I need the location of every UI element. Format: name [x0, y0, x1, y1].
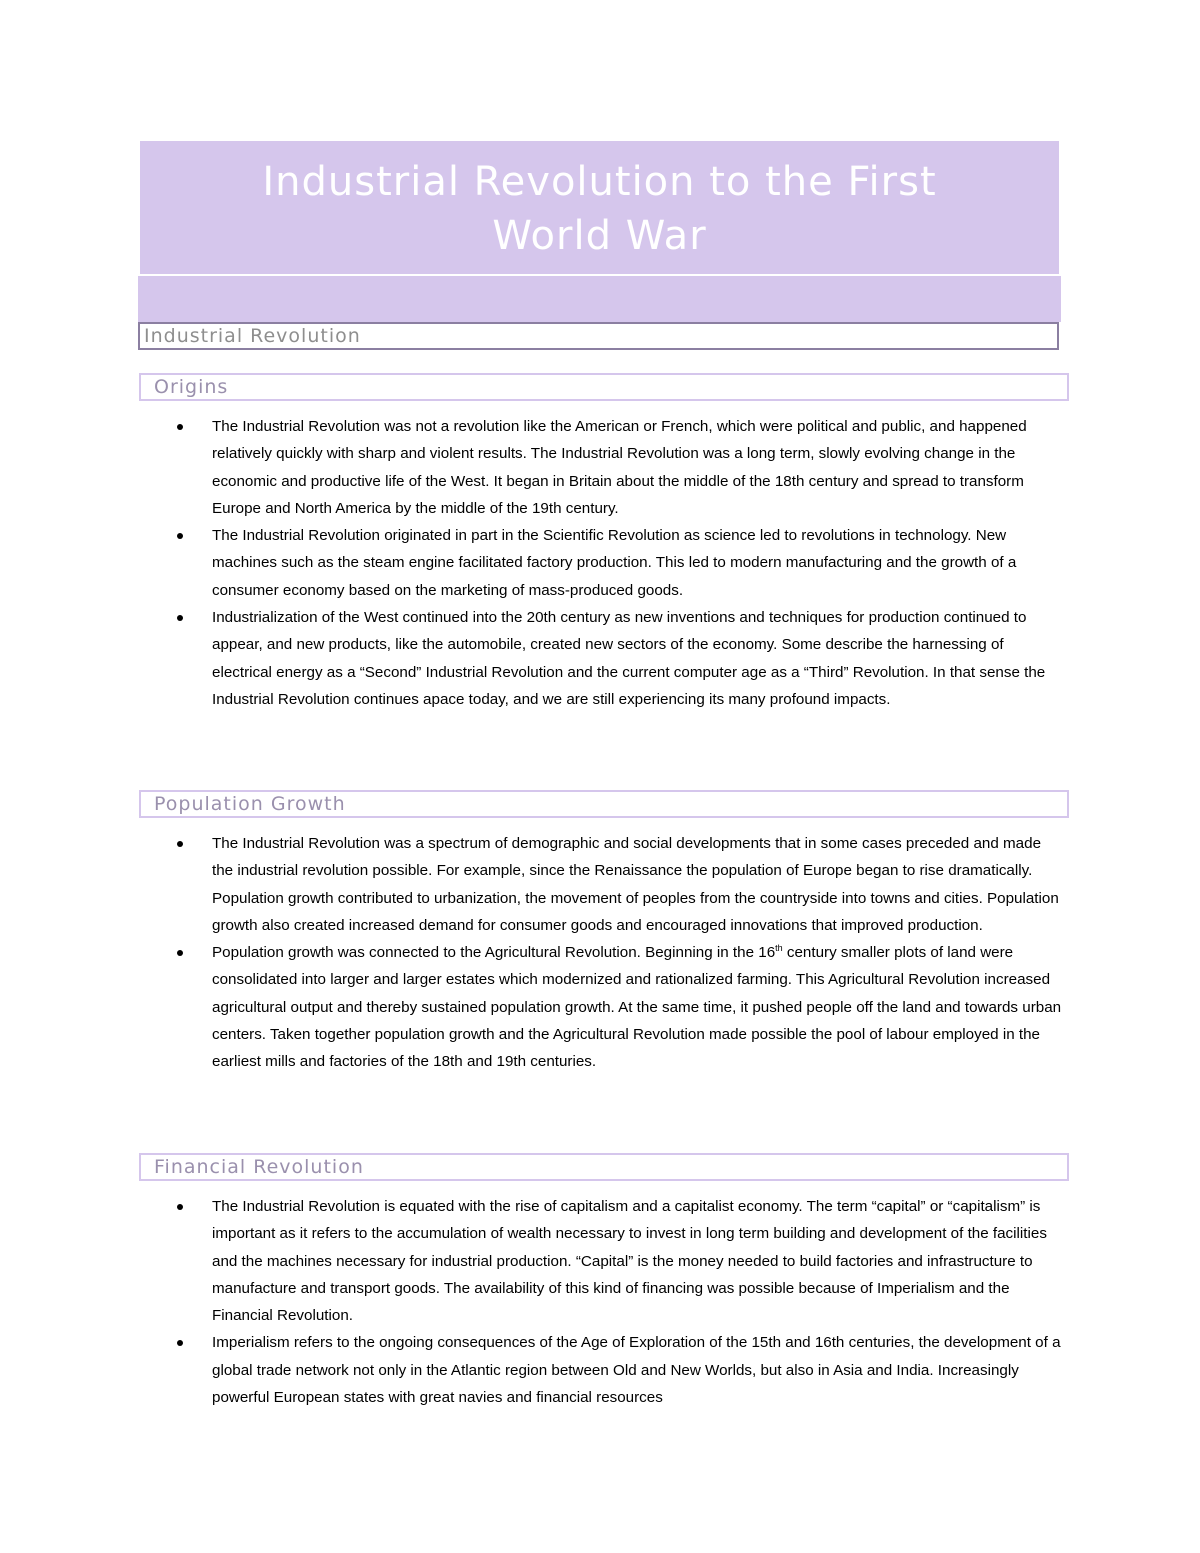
list-item [212, 522, 1062, 604]
superscript-th: th [775, 943, 783, 954]
title-band [138, 276, 1061, 322]
document-title [140, 155, 1059, 263]
document-title-block [140, 141, 1059, 274]
list-item-text: Imperialism refers to the ongoing consequences of the Age of Exploration of the 15th and 16th centuries, the development of a global trade network not only in the Atlantic region between Old and New Worlds, but also in Asia and India. Increasingly powerful European states with great navies and financial resources [212, 1334, 1061, 1407]
list-item-text-part-2: century smaller plots of land were consolidated into larger and larger estates which modernized and rationalized farming. This Agricultural Revolution increased agricultural output and thereby sustained population growth. At the same time, it pushed people off the land and towards urban centers. Taken together population growth and the Agricultural Revolution made possible the pool of labour employed in the earliest mills and factories of the 18th and 19th centuries. [212, 944, 1062, 1071]
list-item [212, 1193, 1062, 1329]
bullet-icon [177, 533, 183, 539]
list-item [212, 830, 1062, 939]
origins-bullet-list [212, 413, 1062, 713]
list-item-text: The Industrial Revolution originated in part in the Scientific Revolution as science led to revolutions in technology. New machines such as the steam engine facilitated factory production. This led to modern manufacturing and the growth of a consumer economy based on the marketing of mass-produced goods. [212, 527, 1017, 599]
list-item-text: The Industrial Revolution is equated with the rise of capitalism and a capitalist economy. The term “capital” or “capitalism” is important as it refers to the accumulation of wealth necessary to invest in long term building and development of the facilities and the machines necessary for industrial production. “Capital” is the money needed to build factories and infrastructure to manufacture and transport goods. The availability of this kind of financing was possible because of Imperialism and the Financial Revolution. [212, 1198, 1047, 1325]
heading-population-growth [139, 790, 1069, 818]
list-item [212, 939, 1062, 1075]
heading-industrial-revolution [138, 322, 1059, 350]
heading-financial-revolution-text: Financial Revolution [154, 1156, 364, 1178]
bullet-icon [177, 615, 183, 621]
heading-origins [139, 373, 1069, 401]
document-title-line-2: World War [492, 213, 707, 259]
population-bullet-list [212, 830, 1062, 1076]
bullet-icon [177, 1340, 183, 1346]
bullet-icon [177, 950, 183, 956]
heading-origins-text: Origins [154, 376, 229, 398]
heading-population-growth-text: Population Growth [154, 793, 346, 815]
bullet-icon [177, 1204, 183, 1210]
list-item-text: The Industrial Revolution was a spectrum of demographic and social developments that in some cases preceded and made the industrial revolution possible. For example, since the Renaissance the population of Europe began to rise dramatically. Population growth contributed to urbanization, the movement of peoples from the countryside into towns and cities. Population growth also created increased demand for consumer goods and encouraged innovations that improved production. [212, 835, 1059, 934]
bullet-icon [177, 424, 183, 430]
list-item [212, 413, 1062, 522]
list-item-text-part-1: Population growth was connected to the Agricultural Revolution. Beginning in the 16 [212, 944, 776, 962]
financial-bullet-list [212, 1193, 1062, 1411]
list-item-text: The Industrial Revolution was not a revolution like the American or French, which were political and public, and happened relatively quickly with sharp and violent results. The Industrial Revolution was a long term, slowly evolving change in the economic and productive life of the West. It began in Britain about the middle of the 18th century and spread to transform Europe and North America by the middle of the 19th century. [212, 418, 1027, 517]
heading-industrial-revolution-text: Industrial Revolution [144, 325, 361, 347]
list-item [212, 604, 1062, 713]
heading-financial-revolution [139, 1153, 1069, 1181]
document-title-line-1: Industrial Revolution to the First [262, 159, 937, 205]
list-item-text: Industrialization of the West continued into the 20th century as new inventions and techniques for production continued to appear, and new products, like the automobile, created new sectors of the economy. Some describe the harnessing of electrical energy as a “Second” Industrial Revolution and the current computer age as a “Third” Revolution. In that sense the Industrial Revolution continues apace today, and we are still experiencing its many profound impacts. [212, 609, 1046, 708]
list-item [212, 1329, 1062, 1411]
bullet-icon [177, 841, 183, 847]
